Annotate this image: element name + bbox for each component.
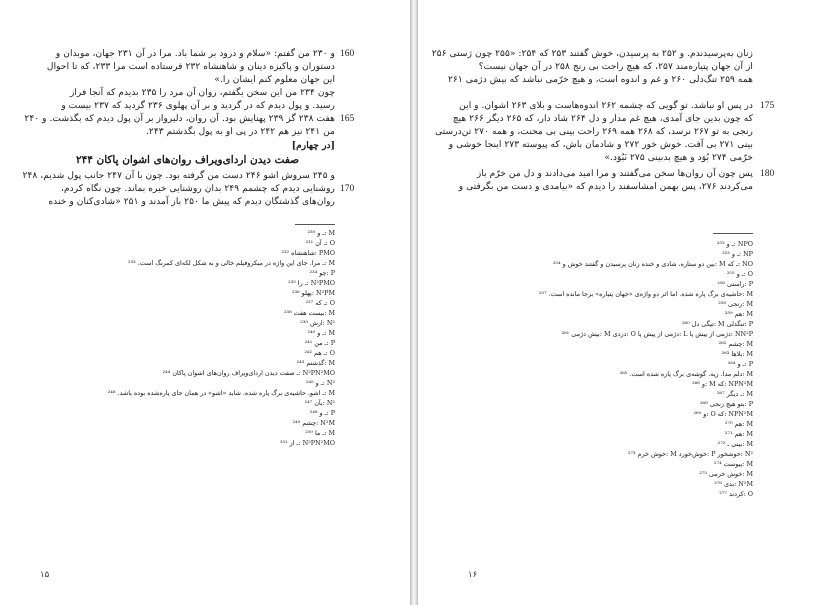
footnote: NPN²M :که M :و ²⁶⁶: [692, 380, 753, 388]
footnote: M :بیست هفت ²³⁸: [283, 309, 335, 317]
line-number: 160: [340, 49, 355, 59]
footnote: NO :ـ که M :بین دو ستاره، شادی و خنده زنان پرسیدن و گفتند خوش و ²⁵⁴: [552, 260, 753, 268]
text-line: هفت ۲۳۸ گز ۲۳۹ پهنایش بود. آن روان، دلیرواز بر آن پول دیدم که بگذشت. و ۲۴۰: [24, 113, 335, 124]
text-line: و ۲۳۰ من گفتم: «سلام و درود بر شما باد. مرا در آن ۲۳۱ جهان، موبدان و: [55, 48, 335, 59]
text-line: چون ۲۳۴ من این سخن بگفتم، روان آن مرد را ۲۳۵ بدیدم که آنجا فراز: [69, 87, 335, 98]
text-line: زنان به‌پرسیدندم. و ۲۵۲ به پرسیدن، خوش گفتند ۲۵۳ که ۲۵۴: «۲۵۵ چون رَستی ۲۵۶: [431, 48, 753, 59]
footnote: M :ـ و ²³⁰: [307, 229, 335, 237]
footnote: NN²P :دژمی از پیش پا L :دژمی از پیش پا O :دردی M :بیش دژمی ²⁶¹: [561, 330, 753, 338]
footnote: M :ـ ما ²⁵⁰: [305, 429, 335, 437]
footnote: O :ـ هم ²⁴²: [304, 349, 335, 357]
footnote: P :چو ²³⁴: [309, 269, 335, 277]
footnote: P :تنگدلی M :تیگی دل ²⁶⁰: [682, 320, 753, 328]
footnote: O :ـ و ²⁵⁵: [726, 270, 753, 278]
footnote: M :بینی ـ ²⁷²: [717, 440, 753, 448]
footnote-separator: [295, 224, 335, 225]
footnote: N²M :بدی ²⁷⁶: [714, 480, 753, 488]
footnote: M :چشم ²⁶²: [718, 340, 753, 348]
footnote: M :خوش خرمی ²⁷⁵: [699, 470, 753, 478]
footnote: N²PN²MO :ـ از ²⁵¹: [279, 439, 335, 447]
footnote: M :ـ دیگر ²⁶⁷: [716, 390, 753, 398]
book-gutter: [410, 0, 418, 605]
footnote: M :دلم مدا. زیه. گوشه‌ی برگ پاره شده است. ²⁶⁵: [619, 370, 753, 378]
footnote: NP :ـ و ²⁵³: [722, 250, 753, 258]
footnote: N²PN²MO :ـ صفت دیدن اردای‌ویراف روان‌های اشوان پاکان ²⁴⁴: [162, 369, 335, 377]
section-heading: صفت دیدن اردای‌ویراف روان‌های اشوان پاکان ۲۴۴: [75, 154, 300, 166]
footnote: N²PMO :ـ را ²³⁵: [288, 279, 335, 287]
text-line: از آن جهان پتیاره‌مند ۲۵۷، که هیچ راحت بی رنج ۲۵۸ در آن جهان نیست؟: [478, 61, 753, 72]
footnote: P :بتو هیچ رنجی ²⁶⁸: [699, 400, 753, 408]
text-line: خرّمی ۲۷۴ بُوَد و هیچ بدبینی ۲۷۵ نَبُوَد.»: [604, 152, 753, 163]
text-line: بینی ۲۷۱ بی آفت. خوش خور ۲۷۲ و شادمان باش، که پیوسته ۲۷۳ اینجا خوشی و: [448, 139, 753, 150]
text-line: پس چون آن روان‌ها سخن می‌گفتند و مرا امید می‌دادند و دل من خرّم باز: [476, 168, 753, 179]
footnote: M :حاشیه‌ی برگ پاره شده. اما اثر دو واژه‌ی «جهان پتیاره» برجا مانده است. ²⁵⁷: [538, 290, 753, 298]
footnote: N² :ارش ²³⁹: [300, 319, 335, 327]
footnote: O :کردند ²⁷⁷: [719, 490, 753, 498]
text-line: من ۲۴۱ نیز هم ۲۴۲ در پی او به پول بگذشتم ۲۴۳.: [145, 126, 335, 137]
footnote: P :ـ من ²⁴¹: [304, 339, 335, 347]
footnote: N² :بآن ²⁴⁷: [304, 399, 335, 407]
line-number: 180: [760, 169, 775, 179]
text-line: روان‌های گذشتگان دیدم که پیش ما ۲۵۰ باز آمدند و ۲۵۱ «شادی‌کنان و خنده‌: [48, 196, 335, 207]
right-page: [418, 0, 828, 605]
footnote: N²PM :پهلو ²³⁶: [291, 289, 335, 297]
left-page: [0, 0, 410, 605]
footnote: P :ـ و ²⁴⁸: [309, 409, 335, 417]
text-line: که چون بدین جای آمدی، هیچ غم مدار و دل ۲۶۴ شاد دار، که ۲۶۵ دیگر ۲۶۶ هیچ: [452, 113, 753, 124]
footnote: M :هم ²⁷⁰: [724, 420, 753, 428]
footnote: M :ـ اشو. حاشیه‌ی برگ پاره شده. شاید «اشو» در همان جای پاره‌شده بوده باشد. ²⁴⁶: [107, 389, 335, 397]
footnote: M :رنجی ²⁵⁸: [718, 300, 753, 308]
text-line: و ۲۴۵ سروش اشو ۲۴۶ دست من گرفته بود. چون با آن ۲۴۷ جانب پول شدیم، ۲۴۸: [22, 170, 335, 181]
footnote: M :بلاها ²⁶³: [721, 350, 753, 358]
footnote: M :هم ²⁷¹: [724, 430, 753, 438]
text-line: این جهان معلوم کنم ایشان را.»: [214, 74, 335, 85]
footnote: P :راستی ²⁵⁶: [717, 280, 753, 288]
footnote: M :ـ مرا. جای این واژه در میکروفیلم خالی و به شکل لکه‌ای کمرنگ است. ²³³: [128, 259, 335, 267]
footnote: N² :ـ و ²⁴⁵: [305, 379, 335, 387]
footnote: P :ـ و ²⁶⁴: [727, 360, 753, 368]
text-line: در پس او نباشد. تو گویی که چشمه ۲۶۲ اندوه‌هاست و بلای ۲۶۳ اشوان. و این: [459, 100, 753, 111]
text-line: رسید. و پول دیدم که در گردید و بر آن پهلوی ۲۳۶ گردید که ۲۳۷ بیست و: [61, 100, 335, 111]
text-line: می‌کردند ۲۷۶، پس بهمن امشاسفند را دیدم که «بیامدی و دست من بگرفتی و: [458, 181, 753, 192]
footnote: NPO :ـ و ²⁵²: [716, 240, 753, 248]
text-line: دستوران و پاکیزه دینان و شاهنشاه ۲۳۲ فرستاده است مرا ۲۳۳، که تا احوال: [46, 61, 335, 72]
footnote: NPN²M :که O :و ²⁶⁹: [693, 410, 753, 418]
line-number: 170: [340, 184, 355, 194]
text-line: روشنایی دیدم که چشمم ۲۴۹ بدان روشنایی خیره بماند. چون نگاه کردم،: [60, 183, 335, 194]
line-number: 165: [340, 114, 355, 124]
text-line: رنجی به تو ۲۶۷ نرسد، که ۲۶۸ همه ۲۶۹ راحت بینی بی محنت، و همه ۲۷۰ تن‌درستی: [435, 126, 753, 137]
footnote: M :هم ²⁵⁹: [724, 310, 753, 318]
page-number: ۱۶: [468, 570, 478, 580]
footnote: O :ـ آن ²³¹: [305, 239, 335, 247]
footnote: O :ـ که ²³⁷: [305, 299, 335, 307]
page-number: ۱۵: [40, 570, 50, 580]
footnote: N²M :چشم ²⁴⁹: [292, 419, 335, 427]
footnote: N² :خوشخور P :خوش‌خورد M :خوش خرم ²⁷³: [627, 450, 753, 458]
footnote: M :پیوست ²⁷⁴: [713, 460, 753, 468]
section-label: [در چهارم]: [291, 140, 335, 151]
text-line: همه ۲۵۹ تنگ‌دلی ۲۶۰ و غم و اندوه است، و هیچ خرّمی نباشد که بیش دژمی ۲۶۱: [448, 74, 753, 85]
line-number: 175: [760, 101, 775, 111]
footnote: M :گذشتم ²⁴³: [296, 359, 335, 367]
footnote-separator: [713, 233, 753, 234]
footnote: PMO :شاهنشاه ²³²: [281, 249, 335, 257]
footnote: M :ـ و ²⁴⁰: [307, 329, 335, 337]
